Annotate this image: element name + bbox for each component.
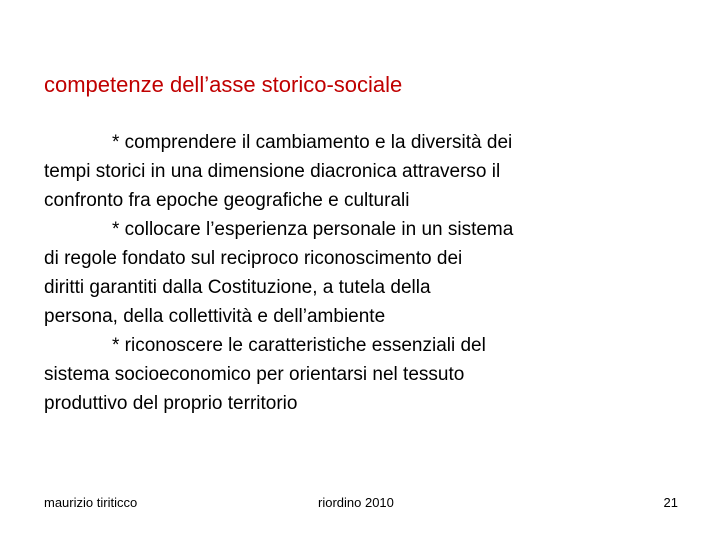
- bullet-item-1: * comprendere il cambiamento e la diversità dei: [112, 132, 513, 153]
- footer-subject: riordino 2010: [318, 495, 394, 510]
- bullet-item-2: * collocare l’esperienza personale in un sistema: [112, 219, 514, 240]
- body-line: produttivo del proprio territorio: [44, 393, 298, 414]
- body-line: diritti garantiti dalla Costituzione, a tutela della: [44, 277, 431, 298]
- body-line: persona, della collettività e dell’ambiente: [44, 306, 386, 327]
- page-number: 21: [663, 495, 678, 510]
- slide-title: competenze dell’asse storico-sociale: [44, 72, 403, 97]
- body-line: tempi storici in una dimensione diacronica attraverso il: [44, 161, 501, 182]
- body-line: confronto fra epoche geografiche e culturali: [44, 190, 410, 211]
- body-line: sistema socioeconomico per orientarsi nel tessuto: [44, 364, 465, 385]
- footer-author: maurizio tiriticco: [44, 495, 138, 510]
- bullet-item-3: * riconoscere le caratteristiche essenziali del: [112, 335, 486, 356]
- slide-body: [44, 128, 684, 418]
- body-line: di regole fondato sul reciproco riconoscimento dei: [44, 248, 463, 269]
